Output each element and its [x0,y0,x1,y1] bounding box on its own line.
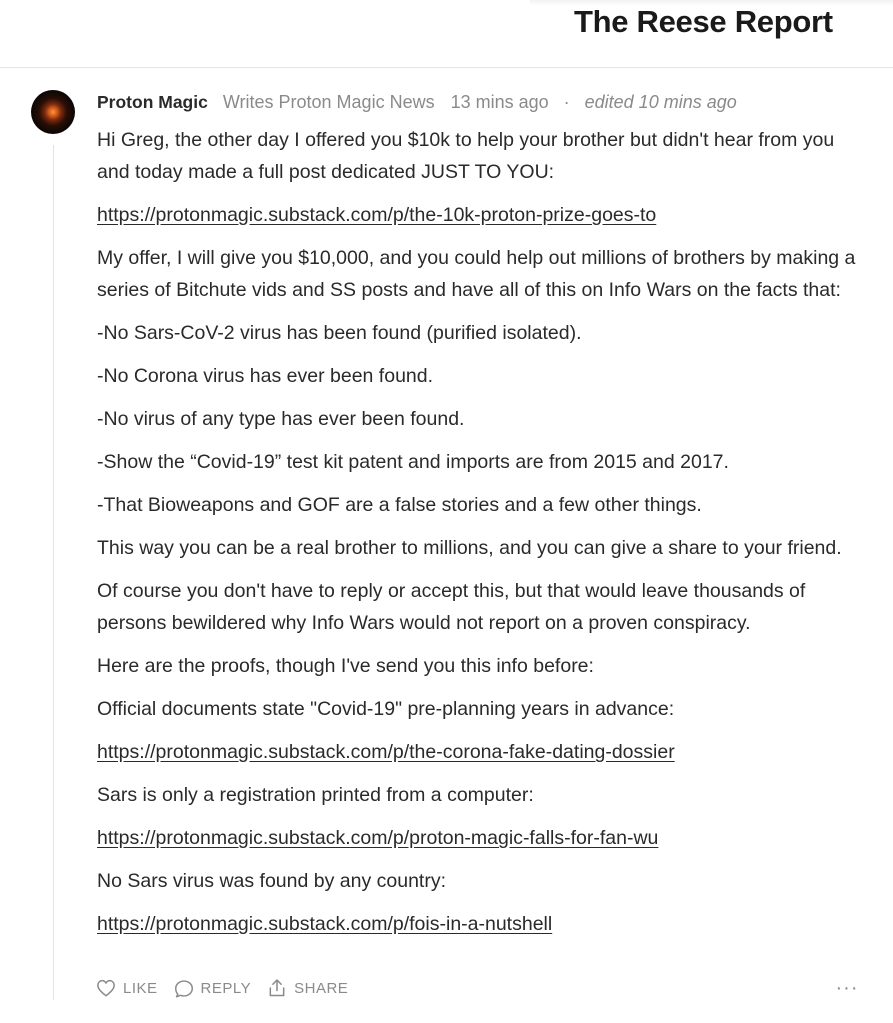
comment-link-paragraph [97,199,867,231]
comment-paragraph: Hi Greg, the other day I offered you $10k to help your brother but didn't hear from you and today made a full post dedicated JUST TO YOU: [97,129,835,183]
comment-paragraph: Sars is only a registration printed from a computer: [97,784,534,806]
comment-link[interactable]: https://protonmagic.substack.com/p/proton-magic-falls-for-fan-wu [97,827,659,849]
share-button[interactable] [267,978,348,998]
comment-link-paragraph [97,908,867,940]
timestamp[interactable]: 13 mins ago [450,92,549,112]
comment-link[interactable]: https://protonmagic.substack.com/p/the-10k-proton-prize-goes-to [97,204,657,226]
heart-icon [96,979,116,997]
meta-separator: · [563,92,570,112]
comment-meta [97,92,737,118]
comment-paragraph: This way you can be a real brother to millions, and you can give a share to your friend. [97,537,842,559]
thread-line[interactable] [53,145,54,1000]
comment-paragraph: No Sars virus was found by any country: [97,870,446,892]
comment-actions [96,976,364,1000]
author-name[interactable]: Proton Magic [97,92,208,112]
comment-link[interactable]: https://protonmagic.substack.com/p/fois-in-a-nutshell [97,913,553,935]
share-arrow-icon [267,978,287,998]
publication-header [0,0,893,68]
author-byline[interactable]: Writes Proton Magic News [222,92,435,112]
comment-paragraph: -No Corona virus has ever been found. [97,365,434,387]
comment-paragraph: My offer, I will give you $10,000, and you could help out millions of brothers by making a series of Bitchute vids and SS posts and have all of this on Info Wars on the facts that: [97,247,856,301]
comment-body [97,124,867,951]
share-label: SHARE [294,979,349,997]
speech-bubble-icon [174,979,194,998]
like-label: LIKE [123,979,158,997]
edited-label: edited 10 mins ago [584,92,737,112]
comment-link-paragraph [97,736,867,768]
comment-paragraph: -Show the “Covid-19” test kit patent and imports are from 2015 and 2017. [97,451,729,473]
comment-paragraph: Official documents state "Covid-19" pre-planning years in advance: [97,698,675,720]
reply-label: REPLY [200,979,252,997]
comment-paragraph: -No Sars-CoV-2 virus has been found (purified isolated). [97,322,582,344]
ellipsis-icon[interactable]: ··· [835,976,859,999]
comment-paragraph: -That Bioweapons and GOF are a false stories and a few other things. [97,494,702,516]
like-button[interactable] [96,979,158,997]
reply-button[interactable] [174,979,252,998]
comment-paragraph: Of course you don't have to reply or accept this, but that would leave thousands of persons bewildered why Info Wars would not report on a proven conspiracy. [97,580,806,634]
comment-paragraph: -No virus of any type has ever been found. [97,408,465,430]
comment-link-paragraph [97,822,867,854]
comment-link[interactable]: https://protonmagic.substack.com/p/the-corona-fake-dating-dossier [97,741,675,763]
comment-paragraph: Here are the proofs, though I've send you this info before: [97,655,594,677]
publication-title[interactable]: The Reese Report [574,4,833,39]
avatar[interactable] [31,90,75,134]
